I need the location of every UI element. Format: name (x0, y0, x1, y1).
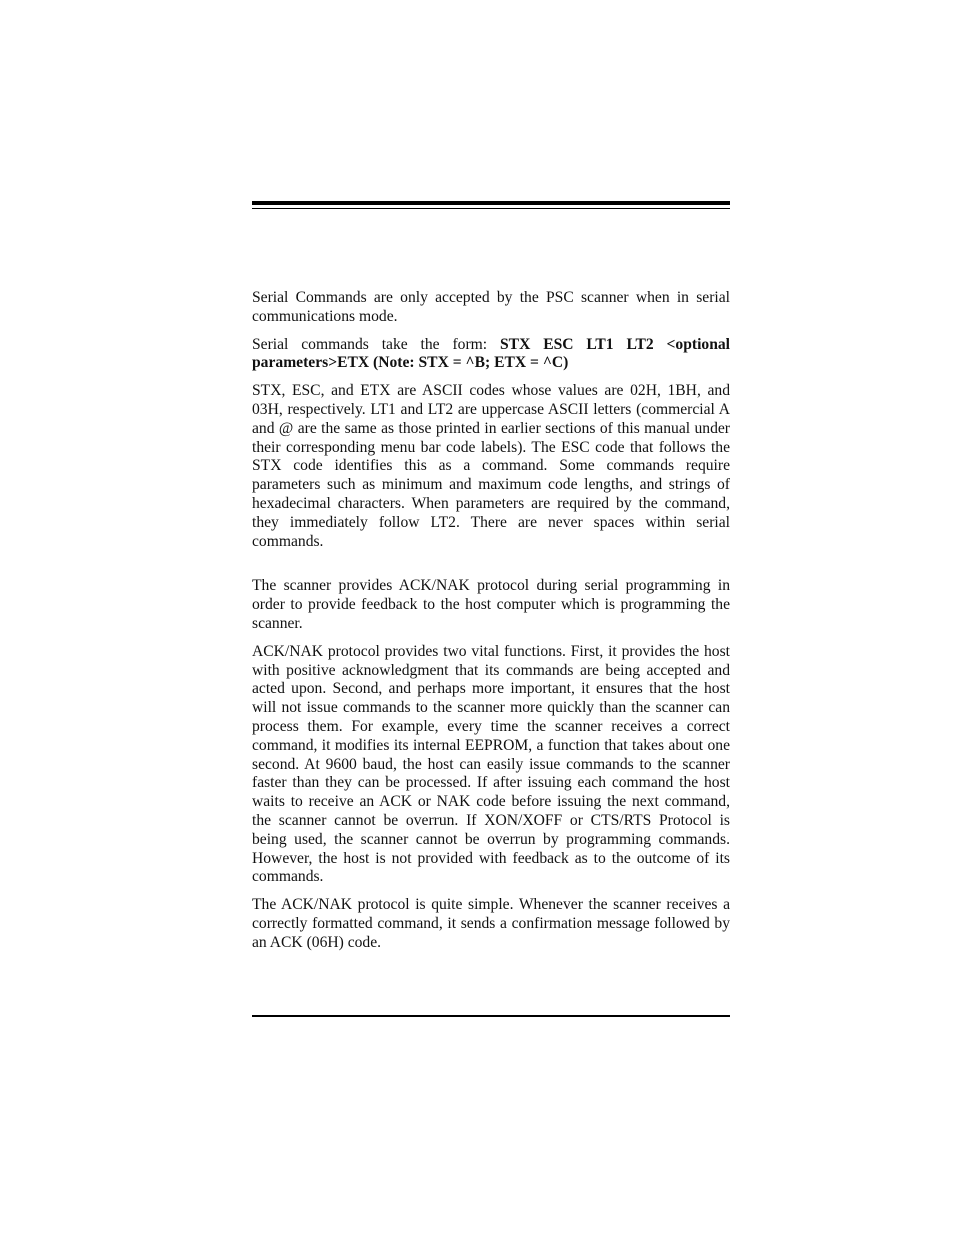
paragraph-serial-mode: Serial Commands are only accepted by the PSC scanner when in serial communications mode. (252, 289, 730, 325)
paragraph-ascii-codes: STX, ESC, and ETX are ASCII codes whose values are 02H, 1BH, and 03H, respectively. LT1 and LT2 are uppercase ASCII letters (commercial A and @ are the same as those printed in earlier sections of this manual under their corresponding menu bar code labels). The ESC code that follows the STX code identifies this as a command. Some commands require parameters such as minimum and maximum code lengths, and strings of hexadecimal characters. When parameters are required by the command, they immediately follow LT2. There are never spaces within serial commands. (252, 382, 730, 550)
page-body (252, 289, 730, 962)
paragraph-ack-nak-functions: ACK/NAK protocol provides two vital functions. First, it provides the host with positive acknowledgment that its commands are being accepted and acted upon. Second, and perhaps more important, it ensures that the host will not issue commands to the scanner more quickly than the scanner can process them. For example, every time the scanner receives a correct command, it modifies its internal EEPROM, a function that takes about one second. At 9600 baud, the host can easily issue commands to the scanner faster than they can be processed. If after issuing each command the host waits to receive an ACK or NAK code before issuing the next command, the scanner cannot be overrun. If XON/XOFF or CTS/RTS Protocol is being used, the scanner cannot be overrun by programming commands. However, the host is not provided with feedback as to the outcome of its commands. (252, 642, 730, 886)
header-rule-thick (252, 201, 730, 205)
paragraph-command-form (252, 336, 730, 374)
paragraph-ack-nak-intro: The scanner provides ACK/NAK protocol during serial programming in order to provide feedback to the host computer which is programming the scanner. (252, 577, 730, 632)
header-rule-thin (252, 208, 730, 209)
command-form-syntax: STX ESC LT1 LT2 <optional parameters>ETX (Note: STX = ^B; ETX = ^C) (252, 335, 730, 372)
paragraph-ack-nak-simple: The ACK/NAK protocol is quite simple. Whenever the scanner receives a correctly formatted command, it sends a confirmation message followed by an ACK (06H) code. (252, 896, 730, 951)
footer-rule (252, 1015, 730, 1017)
command-form-lead: Serial commands take the form: (252, 335, 500, 353)
